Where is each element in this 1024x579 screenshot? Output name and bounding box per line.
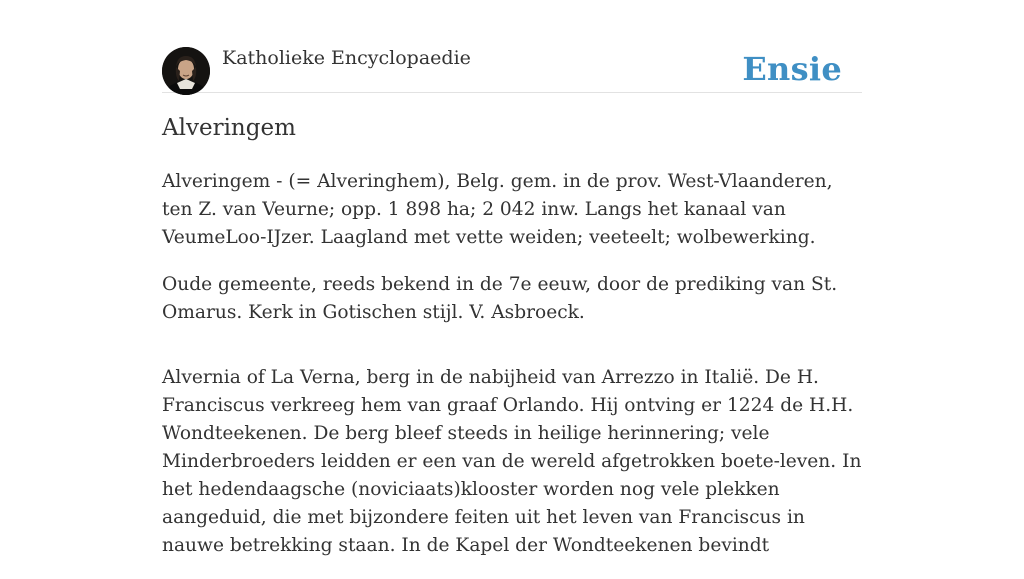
source-title[interactable]: Katholieke Encyclopaedie — [222, 47, 471, 69]
paragraph: Oude gemeente, reeds bekend in de 7e eeuw, door de prediking van St. Omarus. Kerk in Gotischen stijl. V. Asbroeck. — [162, 274, 838, 323]
portrait-avatar-icon[interactable] — [162, 47, 210, 95]
brand-logo[interactable]: Ensie — [742, 50, 842, 88]
header — [162, 46, 862, 93]
article-title: Alveringem — [162, 115, 296, 141]
paragraph: Alvernia of La Verna, berg in de nabijheid van Arrezzo in Italië. De H. Franciscus verkreeg hem van graaf Orlando. Hij ontving er 1224 de H.H. Wondteekenen. De berg bleef steeds in heilige herinnering; vele Minderbroeders leidden er een van de wereld afgetrokken boete-leven. In het hedendaagsche (noviciaats)klooster worden nog vele plekken aangeduid, die met bijzondere feiten uit het leven van Franciscus in nauwe betrekking staan. In de Kapel der Wondteekenen bevindt — [162, 367, 862, 556]
paragraph: Alveringem - (= Alveringhem), Belg. gem. in de prov. West-Vlaanderen, ten Z. van Veurne; opp. 1 898 ha; 2 042 inw. Langs het kanaal van VeumeLoo-IJzer. Laagland met vette weiden; veeteelt; wolbewerking. — [162, 171, 833, 248]
article-body — [162, 168, 862, 579]
